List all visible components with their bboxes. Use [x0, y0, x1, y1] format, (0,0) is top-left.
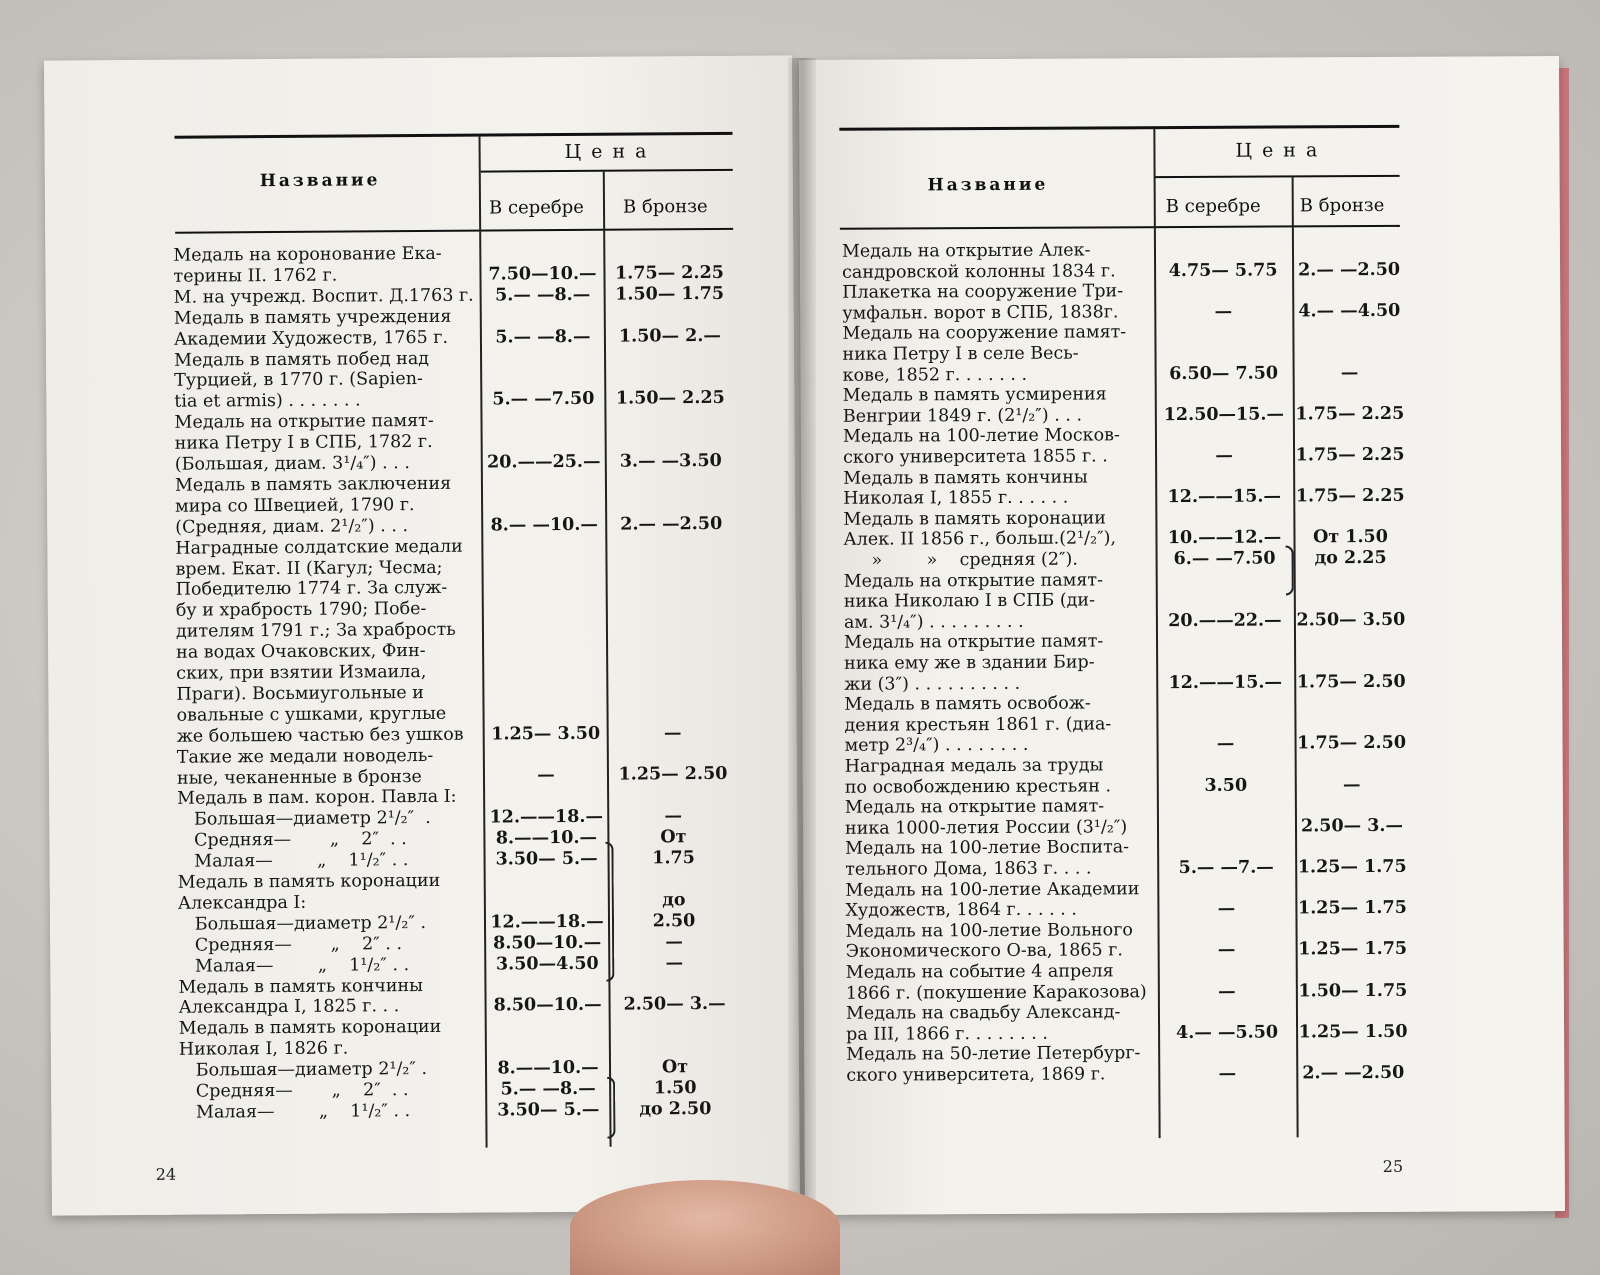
price-silver: 8.50—10.—: [493, 932, 602, 954]
table-row: [49, 743, 797, 790]
price-bronze: 1.75— 2.50: [1296, 671, 1406, 692]
medal-name: Медаль на 100-летие Вольного Экономического О-ва, 1865 г.: [845, 920, 1133, 963]
table-row: [50, 973, 798, 1020]
price-bronze: 1.50: [653, 1078, 697, 1099]
price-bronze: —: [663, 722, 682, 744]
price-bronze: 1.25— 1.50: [1298, 1021, 1408, 1043]
open-book: [40, 38, 1570, 1253]
table-row: [802, 691, 1562, 757]
table-row: [801, 382, 1561, 427]
table-row: [803, 835, 1563, 880]
table-row: [46, 409, 794, 477]
price-silver: 4.75— 5.75: [1168, 260, 1278, 281]
table-row: [51, 1015, 799, 1062]
table-row: [46, 346, 794, 414]
page-number: 25: [1382, 1156, 1404, 1176]
table-row: [51, 1098, 799, 1124]
column-header-name: Название: [259, 170, 381, 192]
price-bronze: От: [660, 827, 687, 848]
price-bronze: 2.50— 3.—: [1300, 815, 1404, 837]
price-silver: 12.——15.—: [1168, 672, 1283, 693]
medal-name: Медаль на сооружение памят- ника Петру I в селе Весь- кове, 1852 г. . . . . . .: [842, 322, 1127, 386]
price-silver: —: [537, 765, 555, 786]
medal-name: Медаль на 50-летие Петербург- ского университета, 1869 г.: [846, 1043, 1141, 1086]
price-subheader-rule: [1155, 175, 1400, 178]
table-top-rule: [839, 125, 1399, 131]
table-row: [804, 1000, 1564, 1045]
price-subheader-rule: [481, 169, 733, 173]
price-bronze: 2.— —2.50: [1298, 259, 1401, 280]
table-header-rule: [840, 225, 1400, 230]
price-silver: 10.——12.—: [1167, 527, 1282, 549]
price-silver: 3.50: [1204, 775, 1248, 796]
price-silver: 6.— —7.50: [1173, 548, 1276, 570]
column-header-silver: В серебре: [488, 196, 584, 219]
medal-name: Медаль на событие 4 апреля 1866 г. (покушение Каракозова): [845, 961, 1147, 1004]
price-silver: 20.——25.—: [487, 451, 601, 473]
medal-name: Плакетка на сооружение Три- умфальн. ворот в СПБ, 1838г.: [842, 281, 1124, 324]
price-bronze: От: [661, 1057, 689, 1078]
price-silver: 12.50—15.—: [1163, 404, 1285, 425]
table-row: [801, 465, 1561, 510]
price-bronze: 2.50— 3.50: [1296, 609, 1406, 631]
medal-name: Медаль в память кончины Николая I, 1855 г. . . . . .: [843, 467, 1088, 509]
price-bronze: 1.25— 1.75: [1298, 939, 1408, 960]
price-bronze: 1.25— 1.75: [1297, 856, 1407, 878]
table-row: [800, 279, 1560, 324]
table-top-rule: [175, 132, 733, 139]
price-silver: 5.— —8.—: [500, 1078, 596, 1100]
price-silver: 3.50— 5.—: [495, 848, 598, 870]
column-header-silver: В серебре: [1165, 195, 1261, 218]
price-bronze: до: [662, 890, 686, 911]
price-bronze: 1.25— 2.50: [618, 764, 728, 786]
price-bronze: до 2.25: [1314, 547, 1387, 569]
price-silver: 6.50— 7.50: [1169, 363, 1279, 384]
price-silver: 5.— —8.—: [495, 326, 591, 348]
price-bronze: 2.50— 3.—: [623, 994, 726, 1015]
price-silver: 8.50—10.—: [493, 995, 602, 1016]
medal-name: Медаль в память побед над Турцией, в 1770 г. (Sapien- tia et armis) . . . . . . .: [174, 348, 430, 413]
price-silver: 5.— —7.50: [492, 389, 595, 410]
range-brace: [1286, 545, 1294, 595]
price-bronze: От 1.50: [1313, 527, 1388, 548]
medal-name: Такие же медали новодель- ные, чеканенные в бронзе: [176, 745, 434, 789]
medal-name: Большая—диаметр 2¹/₂″ .: [178, 1059, 428, 1081]
left-price-table: [44, 55, 800, 1215]
medal-name: Медаль в память кончины Александра I, 1825 г. . .: [178, 975, 424, 1019]
price-bronze: 1.50— 1.75: [1298, 980, 1408, 1001]
column-header-name: Название: [927, 174, 1049, 196]
medal-name: Малая— „ 1¹/₂″ . .: [177, 850, 409, 872]
price-silver: 7.50—10.—: [488, 263, 597, 285]
price-silver: 5.— —7.—: [1178, 857, 1274, 879]
price-silver: 8.——10.—: [495, 827, 598, 849]
table-row: [802, 568, 1562, 634]
medal-name: М. на учрежд. Воспит. Д.1763 г.: [173, 285, 474, 308]
price-bronze: —: [664, 806, 683, 827]
price-silver: 8.— —10.—: [490, 514, 598, 536]
range-brace: [607, 1077, 615, 1139]
price-silver: —: [1218, 1063, 1237, 1084]
medal-name: Наградные солдатские медали врем. Екат. II (Кагул; Чесма; Победителю 1774 г. За служ- бу и храбрость 1790; Побе- дителям 1791 г.; За храбрость на водах Очаковских, Фин- ских, при взятии Измаила, Праги). Восьмиугольные и овальные с ушками, круглые же большею частью без ушков: [175, 536, 464, 747]
medal-name: Медаль в память коронации Алек. II 1856 г., больш.(2¹/₂″), » » средняя (2″).: [843, 508, 1117, 571]
price-silver: —: [1214, 301, 1233, 322]
price-bronze: 1.75: [652, 848, 695, 869]
price-bronze: 2.— —2.50: [1302, 1062, 1405, 1084]
price-silver: 1.25— 3.50: [491, 723, 601, 745]
price-bronze: 1.75— 2.25: [1295, 486, 1405, 507]
price-bronze: —: [1342, 774, 1361, 795]
price-bronze: 1.75— 2.25: [1295, 403, 1405, 425]
table-row: [46, 304, 794, 351]
table-row: [802, 629, 1562, 695]
table-row: [800, 238, 1560, 283]
column-header-price: Цена: [1235, 139, 1328, 162]
page-number: 24: [155, 1164, 177, 1184]
price-silver: —: [1215, 445, 1233, 466]
medal-name: Медаль на открытие памят- ника Петру I в СПБ, 1782 г. (Большая, диам. 3¹/₄″) . . .: [174, 411, 434, 475]
range-brace: [605, 842, 614, 982]
table-row: [803, 753, 1563, 798]
price-silver: —: [1216, 734, 1235, 755]
medal-name: Медаль в память заключения мира со Швецией, 1790 г. (Средняя, диам. 2¹/₂″) . . .: [174, 473, 452, 538]
medal-name: Медаль в пам. корон. Павла I:: [177, 787, 457, 810]
table-row: [801, 506, 1561, 572]
price-silver: 12.——18.—: [490, 911, 604, 933]
price-bronze: —: [665, 931, 683, 952]
medal-name: Большая—диаметр 2¹/₂″ .: [177, 912, 427, 935]
medal-name: Малая— „ 1¹/₂″ . .: [178, 954, 410, 977]
table-row: [47, 534, 796, 748]
table-row: [800, 320, 1560, 386]
table-row: [803, 794, 1563, 839]
medal-name: Медаль в память усмирения Венгрии 1849 г. (2¹/₂″) . . .: [842, 384, 1107, 427]
left-page: [44, 55, 800, 1215]
price-bronze: 1.75— 2.25: [614, 262, 724, 284]
price-silver: —: [1218, 981, 1236, 1002]
medal-name: Большая—диаметр 2¹/₂″ .: [177, 808, 431, 831]
medal-name: Медаль на 100-летие Москов- ского университета 1855 г. .: [842, 425, 1120, 468]
table-row: [47, 471, 795, 539]
medal-name: Медаль на открытие памят- ника 1000-летия России (3¹/₂″): [844, 796, 1128, 839]
price-bronze: 2.50: [652, 910, 696, 932]
medal-name: Средняя— „ 2″ . .: [177, 829, 407, 851]
medal-name: Средняя— „ 2″ . .: [179, 1080, 409, 1102]
medal-name: Медаль на открытие Алек- сандровской колонны 1834 г.: [841, 240, 1116, 283]
medal-name: Средняя— „ 2″ . .: [178, 933, 403, 956]
right-table-body: [800, 238, 1560, 1086]
price-bronze: 1.25— 1.75: [1297, 898, 1407, 919]
table-row: [801, 423, 1561, 468]
table-row: [804, 959, 1564, 1004]
price-silver: 8.——10.—: [497, 1057, 599, 1079]
price-silver: —: [1217, 940, 1236, 961]
price-silver: 4.— —5.50: [1176, 1022, 1279, 1043]
price-bronze: 3.— —3.50: [619, 450, 722, 472]
holding-thumb: [570, 1180, 840, 1275]
medal-name: Медаль в память освобож- дения крестьян 1861 г. (диа- метр 2³/₄″) . . . . . . . .: [844, 693, 1112, 757]
medal-name: Медаль на открытие памят- ника Николаю I в СПБ (ди- ам. 3¹/₄″) . . . . . . . . .: [843, 570, 1104, 633]
medal-name: Александра I:: [177, 892, 307, 914]
price-bronze: —: [1340, 362, 1359, 383]
price-silver: 20.——22.—: [1168, 610, 1282, 631]
price-silver: 12.——15.—: [1167, 486, 1282, 508]
medal-name: Малая— „ 1¹/₂″ . .: [179, 1100, 411, 1123]
table-row: [803, 918, 1563, 963]
left-table-body: [45, 241, 793, 1123]
table-header-rule: [175, 228, 733, 234]
price-bronze: до 2.50: [639, 1098, 712, 1120]
price-bronze: 1.50— 1.75: [615, 283, 725, 305]
right-price-table: [799, 56, 1565, 1215]
book-spine-shadow: [788, 58, 816, 1218]
medal-name: Медаль на 100-летие Академии Художеств, 1864 г. . . . . .: [845, 878, 1140, 921]
table-row: [803, 877, 1563, 922]
price-silver: —: [1217, 898, 1236, 920]
price-silver: 3.50—4.50: [495, 953, 599, 975]
price-bronze: 1.75— 2.25: [1295, 444, 1405, 466]
medal-name: Медаль на свадьбу Александ- ра III, 1866 г. . . . . . . .: [845, 1002, 1121, 1045]
column-header-bronze: В бронзе: [622, 195, 708, 218]
price-bronze: 1.50— 2.—: [618, 325, 721, 347]
price-silver: 12.——18.—: [489, 807, 604, 828]
price-bronze: —: [665, 952, 684, 973]
column-header-bronze: В бронзе: [1299, 194, 1385, 217]
medal-name: Медаль на открытие памят- ника ему же в здании Бир- жи (3″) . . . . . . . . . .: [843, 631, 1104, 695]
price-silver: 3.50— 5.—: [497, 1099, 600, 1121]
medal-name: Медаль в память коронации: [177, 870, 441, 893]
price-bronze: 4.— —4.50: [1298, 300, 1401, 322]
right-page: [799, 56, 1565, 1215]
medal-name: Медаль в память коронации Николая I, 1826 г.: [178, 1017, 442, 1060]
medal-name: Наградная медаль за труды по освобождению крестьян .: [844, 755, 1112, 798]
table-row: [804, 1041, 1564, 1086]
price-bronze: 1.50— 2.25: [615, 388, 725, 409]
medal-name: Медаль в память учреждения Академии Художеств, 1765 г.: [173, 306, 452, 350]
medal-name: Медаль на 100-летие Воспита- тельного Дома, 1863 г. . . .: [845, 837, 1130, 880]
medal-name: Медаль на коронование Ека- терины II. 1762 г.: [173, 243, 442, 287]
price-bronze: 2.— —2.50: [620, 513, 723, 535]
column-header-price: Цена: [564, 140, 657, 163]
price-silver: 5.— —8.—: [494, 284, 591, 306]
price-bronze: 1.75— 2.50: [1297, 733, 1407, 754]
table-row: [45, 241, 793, 288]
